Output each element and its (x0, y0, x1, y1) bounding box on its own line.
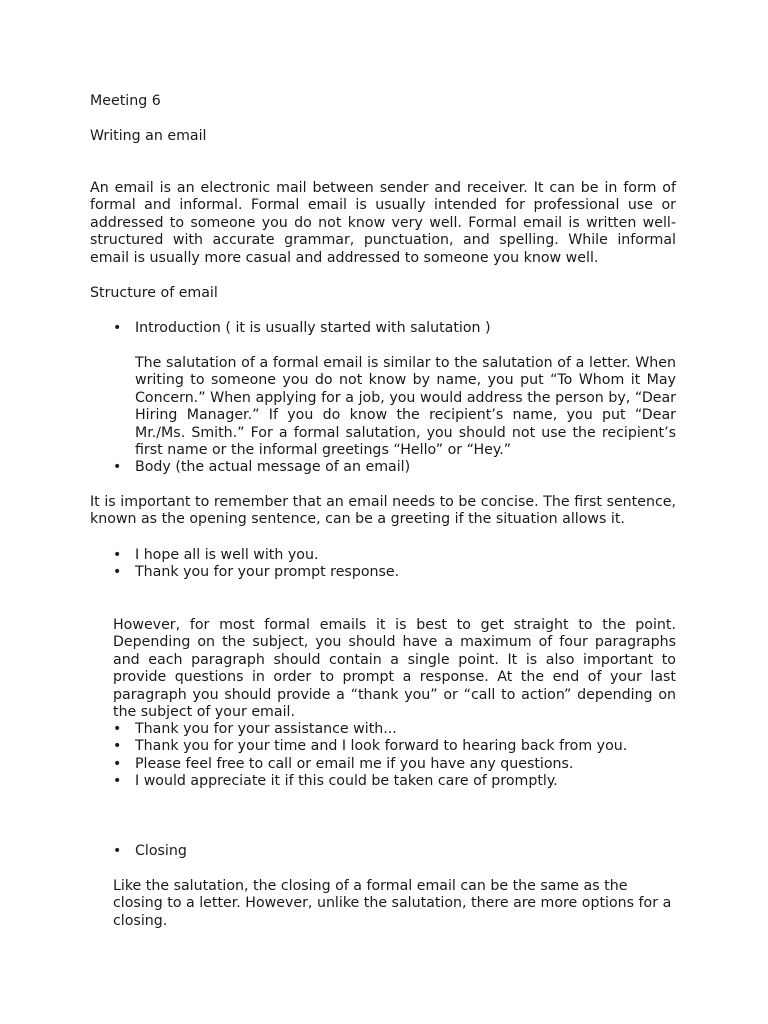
bullet-icon: • (113, 843, 122, 859)
closing-bullet-list (90, 843, 187, 860)
introduction-label: Introduction ( it is usually started with salutation ) (135, 320, 491, 336)
closing-label: Closing (135, 843, 187, 859)
list-item (90, 721, 627, 738)
list-item (90, 738, 627, 755)
closing-paragraph: Like the salutation, the closing of a formal email can be the same as the closing to a letter. However, unlike the salutation, there are more options for a closing. (113, 878, 672, 929)
list-item (90, 564, 399, 581)
opening-example-text: Thank you for your prompt response. (135, 564, 400, 581)
bullet-icon: • (113, 320, 122, 336)
opening-example-text: I hope all is well with you. (135, 547, 319, 563)
bullet-icon: • (113, 755, 122, 772)
bullet-icon: • (113, 773, 122, 790)
list-item (90, 320, 491, 337)
document-subheading: Writing an email (90, 128, 207, 144)
list-item (90, 843, 187, 860)
introduction-bullet-list (90, 320, 491, 337)
list-item (90, 547, 399, 564)
list-item (90, 773, 627, 790)
opening-examples-list (90, 547, 399, 582)
straight-to-point-paragraph: However, for most formal emails it is best to get straight to the point. Depending on the subject, you should have a maximum of four paragraphs and each paragraph should contain a single point. It is also important to provide questions in order to prompt a response. At the end of your last paragraph you should provide a “thank you” or “call to action” depending on the subject of your email. (113, 617, 676, 721)
bullet-icon: • (113, 738, 122, 755)
salutation-paragraph: The salutation of a formal email is similar to the salutation of a letter. When writing to someone you do not know by name, you put “To Whom it May Concern.” When applying for a job, you would address the person by, “Dear Hiring Manager.” If you do know the recipient’s name, you put “Dear Mr./Ms. Smith.” For a formal salutation, you should not use the recipient’s first name or the informal greetings “Hello” or “Hey.” (135, 355, 676, 459)
list-item (90, 459, 410, 476)
closing-example-text: Thank you for your assistance with... (135, 721, 397, 737)
closing-example-text: Thank you for your time and I look forward to hearing back from you. (135, 738, 628, 755)
structure-heading: Structure of email (90, 285, 218, 301)
bullet-icon: • (113, 547, 122, 563)
concise-paragraph: It is important to remember that an email needs to be concise. The first sentence, known as the opening sentence, can be a greeting if the situation allows it. (90, 494, 676, 528)
intro-paragraph: An email is an electronic mail between sender and receiver. It can be in form of formal and informal. Formal email is usually intended for professional use or addressed to someone you do not know very well. Formal email is written well-structured with accurate grammar, punctuation, and spelling. While informal email is usually more casual and addressed to someone you know well. (90, 180, 676, 266)
bullet-icon: • (113, 459, 122, 475)
bullet-icon: • (113, 564, 122, 581)
document-heading: Meeting 6 (90, 93, 161, 109)
body-bullet-list (90, 459, 410, 476)
closing-examples-list (90, 721, 627, 791)
bullet-icon: • (113, 721, 122, 737)
closing-example-text: Please feel free to call or email me if you have any questions. (135, 755, 574, 772)
list-item (90, 756, 627, 773)
body-label: Body (the actual message of an email) (135, 459, 411, 475)
closing-example-text: I would appreciate it if this could be taken care of promptly. (135, 773, 558, 790)
